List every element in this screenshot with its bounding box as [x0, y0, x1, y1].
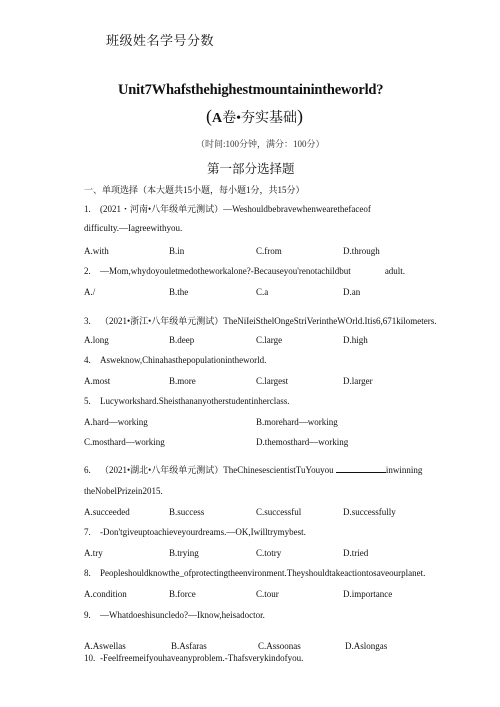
part-title: 第一部分选择题 [207, 162, 295, 176]
question-1 [84, 202, 371, 215]
q7-option-b[interactable]: B.trying [169, 548, 199, 558]
q7-option-a[interactable]: A.try [84, 548, 103, 558]
page-title: Unit7Whafsthehighestmountainintheworld? [118, 82, 384, 98]
q1-option-b[interactable]: B.in [169, 246, 185, 256]
q6-option-c[interactable]: C.successful [256, 507, 302, 517]
subtitle-letter: A [212, 111, 223, 126]
question-4 [84, 355, 266, 365]
q5-option-d[interactable]: D.themosthard—working [256, 437, 349, 447]
q5-option-a[interactable]: A.hard—working [84, 417, 148, 427]
question-number: 2. [84, 266, 91, 276]
answer-blank[interactable] [336, 464, 386, 473]
question-number: 8. [84, 568, 91, 578]
q8-option-c[interactable]: C.tour [256, 589, 279, 599]
q4-option-b[interactable]: B.more [169, 376, 196, 386]
question-1-line-2: difficulty.—Iagreewithyou. [84, 223, 183, 233]
q6-option-a[interactable]: A.succeeded [84, 507, 130, 517]
q3-option-b[interactable]: B.deep [169, 335, 195, 345]
question-text-tail: adult. [384, 266, 406, 276]
q9-option-b[interactable]: B.Asfaras [171, 641, 207, 651]
q2-option-b[interactable]: B.the [169, 287, 189, 297]
q5-option-b[interactable]: B.morehard—working [256, 417, 338, 427]
q1-option-c[interactable]: C.from [256, 246, 282, 256]
q4-option-d[interactable]: D.larger [343, 376, 373, 386]
q4-option-c[interactable]: C.largest [256, 376, 289, 386]
question-text: Peopleshouldknowthe_ofprotectingtheenvironment.Theyshouldtakeactiontosaveourplanet. [100, 568, 426, 578]
question-number: 4. [84, 355, 91, 365]
question-9 [84, 610, 265, 620]
q7-option-d[interactable]: D.tried [343, 548, 369, 558]
question-5 [84, 396, 289, 406]
student-info-line: 班级姓名学号分数 [106, 33, 215, 48]
question-number: 10. [84, 653, 96, 663]
q3-option-a[interactable]: A.long [84, 335, 109, 345]
question-8 [84, 568, 425, 578]
question-text: -Feelfreemeifyouhaveanyproblem.-Thafsverykindofyou. [100, 653, 304, 663]
time-info: （时间:100分钟，满分：100分） [196, 139, 325, 149]
q4-option-a[interactable]: A.most [84, 376, 111, 386]
question-text: （2021•湖北•八年级单元测试）TheChinesescientistTuYouyou [100, 465, 334, 475]
question-6 [84, 463, 422, 476]
question-text: （2021•浙江•八年级单元测试）TheNiIeiSthelOngeStriVerintheWOrld.Itis6,671kilometers. [100, 316, 437, 326]
question-3 [84, 314, 437, 327]
question-text: —Mom,whydoyouletmedotheworkalone?-Becauseyou'renotachildbut [100, 266, 351, 276]
question-text-tail: inwinning [385, 465, 423, 475]
q1-option-d[interactable]: D.through [343, 246, 380, 256]
question-text: Lucyworkshard.Sheisthananyotherstudentinherclass. [100, 396, 290, 406]
question-10 [84, 653, 303, 663]
question-7 [84, 527, 306, 537]
q2-option-d[interactable]: D.an [343, 287, 361, 297]
q8-option-b[interactable]: B.force [169, 589, 196, 599]
q3-option-c[interactable]: C.large [256, 335, 283, 345]
question-number: 1. [84, 204, 91, 214]
question-text: (2021・河南•八年级单元测试）—Weshouldbebravewhenwearethefaceof [100, 204, 371, 214]
q1-option-a[interactable]: A.with [84, 246, 109, 256]
question-text: -Don'tgiveuptoachieveyourdreams.—OK,Iwilltrymybest. [100, 527, 306, 537]
question-text: Asweknow,Chinahasthepopulationintheworld. [100, 355, 267, 365]
question-number: 6. [84, 465, 91, 475]
paper-subtitle [206, 106, 303, 127]
subtitle-bracket-close: ) [297, 106, 304, 126]
q9-option-a[interactable]: A.Aswellas [84, 641, 126, 651]
q8-option-d[interactable]: D.importance [343, 589, 393, 599]
question-number: 7. [84, 527, 91, 537]
q6-option-d[interactable]: D.successfully [343, 507, 396, 517]
q9-option-c[interactable]: C.Assoonas [258, 641, 301, 651]
question-number: 3. [84, 316, 91, 326]
subtitle-bracket-open: ( [206, 106, 212, 126]
q3-option-d[interactable]: D.high [343, 335, 368, 345]
q7-option-c[interactable]: C.totry [256, 548, 282, 558]
question-2 [84, 266, 405, 276]
q5-option-c[interactable]: C.mosthard—working [84, 437, 165, 447]
q8-option-a[interactable]: A.condition [84, 589, 127, 599]
question-number: 9. [84, 610, 91, 620]
question-6-line-2: theNobelPrizein2015. [84, 486, 163, 496]
section-heading: 一、单项选择（本大题共15小题，每小题1分，共15分） [84, 185, 305, 195]
q2-option-a[interactable]: A./ [84, 287, 96, 297]
q9-option-d[interactable]: D.Aslongas [345, 641, 388, 651]
question-number: 5. [84, 396, 91, 406]
subtitle-text: 卷•夯实基础 [222, 111, 298, 126]
q2-option-c[interactable]: C.a [256, 287, 269, 297]
q6-option-b[interactable]: B.success [169, 507, 205, 517]
question-text: —Whatdoeshisuncledo?—Iknow,heisadoctor. [100, 610, 265, 620]
